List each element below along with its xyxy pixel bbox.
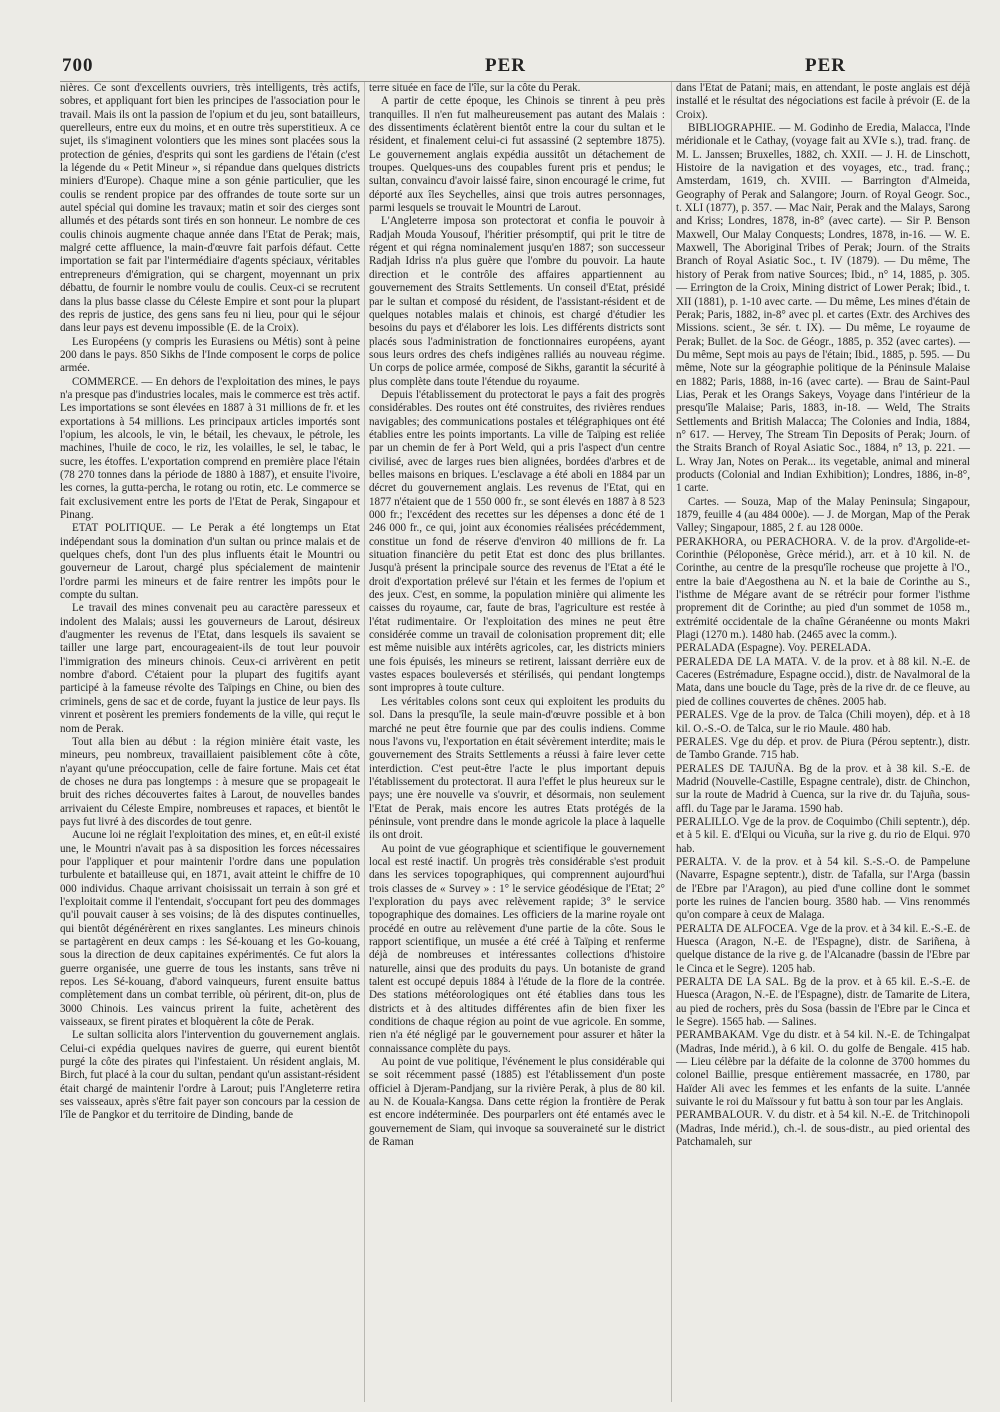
paragraph: Au point de vue géographique et scientifique le gouvernement local est resté inactif. Un progrès très considérable s'est produit dans les services topographiques, qui comprennent aujourd'hui trois classes de « Survey » : 1° le service géodésique de l'Etat; 2° l'exploration du pays avec relèvement rapide; 3° le service topographique des domaines. Les officiers de la marine royale ont procédé en outre au relèvement d'une partie de la côte. Sous le rapport scientifique, un musée a été créé à Taïping et renferme déjà de nombreuses et intéressantes collections d'histoire naturelle, ainsi que des produits du pays. Un botaniste de grand talent est occupé depuis 1884 à l'étude de la flore de la contrée. Des stations météorologiques ont été établies dans tous les districts et à des altitudes différentes afin de bien fixer les conditions de chaque région au point de vue agricole. En somme, rien n'a été négligé par le gouvernement pour assurer et hâter la connaissance complète du pays. xyxy=(369,842,665,1055)
dictionary-entry: PERALEDA DE LA MATA. V. de la prov. et à 88 kil. N.-E. de Caceres (Estrémadure, Espagne occid.), distr. de Navalmoral de la Mata, dans une boucle du Tage, près de la rive dr. de ce fleuve, au pied de collines couvertes de chênes. 2005 hab. xyxy=(676,655,970,708)
maps-list: Cartes. — Souza, Map of the Malay Peninsula; Singapour, 1879, feuille 4 (au 484 000e). — J. de Morgan, Map of the Perak Valley; Singapour, 1885, 2 f. au 128 000e. xyxy=(676,495,970,535)
paragraph: ETAT POLITIQUE. — Le Perak a été longtemps un Etat indépendant sous la domination d'un sultan ou prince malais et de quelques chefs, dont l'un des plus influents était le Mountri ou gouverneur de Larout, chargé plus spécialement de maintenir l'ordre parmi les mineurs et de faire rentrer les impôts pour le compte du sultan. xyxy=(60,522,360,602)
dictionary-entry: PERAMBALOUR. V. du distr. et à 54 kil. N.-E. de Tritchinopoli (Madras, Inde mérid.), ch.-l. de sous-distr., au pied oriental des Patchamaleh, sur xyxy=(676,1109,970,1149)
dictionary-entry: PERALTA DE LA SAL. Bg de la prov. et à 65 kil. E.-S.-E. de Huesca (Aragon, N.-E. de l'Espagne), distr. de Tamarite de Litera, au pied de rochers, près du Sosa (bassin de l'Ebre par le Cinca et le Segre). 1565 hab. — Salines. xyxy=(676,976,970,1029)
dictionary-entry: PERAKHORA, ou PERACHORA. V. de la prov. d'Argolide-et-Corinthie (Péloponèse, Grèce mérid.), arr. et à 10 kil. N. de Corinthe, au centre de la presqu'île rocheuse que projette à l'O., entre la baie d'Aegosthena au N. et la baie de Corinthe au S., l'isthme de Mégare avant de se rétrécir pour former l'isthme proprement dit de Corinthe; au pied d'un sommet de 1058 m., extrémité occidentale de la chaîne Géranéenne ou monts Makri Plagi (1270 m.). 1480 hab. (2465 avec la comm.). xyxy=(676,535,970,642)
paragraph: terre située en face de l'île, sur la côte du Perak. xyxy=(369,82,581,94)
running-header xyxy=(0,55,1000,83)
dictionary-entry: PERAMBAKAM. Vge du distr. et à 54 kil. N.-E. de Tchingalpat (Madras, Inde mérid.), à 6 kil. O. du golfe de Bengale. 415 hab. — Lieu célèbre par la défaite de la colonne de 3700 hommes du colonel Baillie, presque entièrement massacrée, en 1780, par Haïder Ali avec les femmes et les enfants de la suite. L'année suivante le roi du Maïssour y fut battu à son tour par les Anglais. xyxy=(676,1029,970,1109)
paragraph: Le travail des mines convenait peu au caractère paresseux et indolent des Malais; aussi les gouverneurs de Larout, désireux d'augmenter les revenus de l'Etat, dans lesquels ils savaient se tailler une large part, encourageaient-ils de tout leur pouvoir l'immigration des mineurs chinois. Ceux-ci arrivèrent en petit nombre d'abord. C'étaient pour la plupart des fugitifs ayant participé à la fameuse révolte des Taïpings en Chine, ou bien des criminels, gens de sac et de corde, fuyant la justice de leur pays. Ils vinrent et posèrent les premiers fondements de la ville, qui reçut le nom de Perak. xyxy=(60,602,360,735)
paragraph: A partir de cette époque, les Chinois se tinrent à peu près tranquilles. Il n'en fut malheureusement pas autant des Malais : des dissentiments éclatèrent bientôt entre la cour du sultan et le résident, et finalement celui-ci fut assassiné (2 septembre 1875). Le gouvernement anglais expédia aussitôt un détachement de troupes. Quelques-uns des coupables furent pris et pendus; le sultan, convaincu d'avoir laissé faire, sinon encouragé le crime, fut déporté aux îles Seychelles, ainsi que trois autres personnages, parmi lesquels se trouvait le Mountri de Larout. xyxy=(369,95,665,215)
running-head-right: PER xyxy=(805,55,846,76)
dictionary-entry: PERALTA. V. de la prov. et à 54 kil. S.-S.-O. de Pampelune (Navarre, Espagne septentr.), distr. de Tafalla, sur l'Arga (bassin de l'Ebre par l'Aragon), au pied d'une colline dont le sommet porte les ruines de l'ancien bourg. 3580 hab. — Vins renommés qu'on compare à ceux de Malaga. xyxy=(676,855,970,922)
dictionary-entry: PERALES. Vge du dép. et prov. de Piura (Pérou septentr.), distr. de Tambo Grande. 715 hab. xyxy=(676,735,970,762)
paragraph: Les Européens (y compris les Eurasiens ou Métis) sont à peine 200 dans le pays. 850 Sikhs de l'Inde composent le corps de police armée. xyxy=(60,335,360,375)
paragraph: Les véritables colons sont ceux qui exploitent les produits du sol. Dans la presqu'île, la seule main-d'œuvre possible et à bon marché ne peut être fournie que par des coulis indiens. Comme nous l'avons vu, l'exportation en était sévèrement interdite; mais le gouvernement des Straits Settlements a réussi à faire lever cette interdiction. C'est peut-être l'acte le plus important depuis l'établissement du protectorat. Il aura l'effet le plus heureux sur le pays; une ère nouvelle va s'ouvrir, et désormais, non seulement l'Etat de Perak, mais encore les autres Etats protégés de la péninsule, vont prendre dans le monde agricole la place à laquelle ils ont droit. xyxy=(369,695,665,842)
dictionary-entry: PERALES DE TAJUÑA. Bg de la prov. et à 38 kil. S.-E. de Madrid (Nouvelle-Castille, Espagne centrale), distr. de Chinchon, sur la route de Madrid à Cuenca, sur la rive dr. du Tajuña, sous-affl. du Tage par le Jarama. 1590 hab. xyxy=(676,762,970,815)
paragraph: Aucune loi ne réglait l'exploitation des mines, et, en eût-il existé une, le Mountri n'avait pas à sa disposition les forces nécessaires pour l'appliquer et pour maintenir l'ordre dans une population turbulente et batailleuse qui, en 1871, avait atteint le chiffre de 10 000 individus. Chaque arrivant choisissait un terrain à son gré et l'exploitait comme il l'entendait, s'occupant fort peu des dommages qu'il pouvait causer à ses voisins; de là des disputes continuelles, qui bientôt dégénérèrent en rixes sanglantes. Les mineurs chinois se partagèrent en deux camps : les Sé-kouang et les Go-kouang, sous la direction de deux capitaines expérimentés. Ce fut alors la guerre organisée, une guerre de tous les instants, sans trêve ni repos. Les Sé-kouang, d'abord vainqueurs, furent ensuite battus complètement dans un combat terrible, où périrent, dit-on, plus de 3000 Chinois. Les vaincus prirent la fuite, achetèrent des vaisseaux, se firent pirates et bloquèrent la côte de Perak. xyxy=(60,829,360,1029)
page-number: 700 xyxy=(62,55,94,76)
paragraph: Depuis l'établissement du protectorat le pays a fait des progrès considérables. Des routes ont été construites, des rivières rendues navigables; des communications postales et télégraphiques ont été établies entre les points importants. La ville de Taïping est reliée par un chemin de fer à Port Weld, qui a pris l'aspect d'un centre civilisé, avec de larges rues bien alignées, bordées d'arbres et de belles maisons en briques. L'esclavage a été aboli en 1884 par un décret du gouvernement anglais. Les revenus de l'Etat, qui en 1877 n'étaient que de 1 550 000 fr., se sont élevés en 1887 à 8 523 000 fr.; l'excédent des recettes sur les dépenses a donc été de 1 246 000 fr., ce qui, joint aux économies réalisées précédemment, constitue un fond de réserve d'environ 40 millions de fr. La situation financière du petit Etat est donc des plus brillantes. Jusqu'à présent la principale source des revenus de l'Etat a été le droit d'exportation prélevé sur l'étain et les fermes de l'opium et des jeux. C'est, en somme, la population minière qui alimente les caisses du royaume, car, faute de bras, l'agriculture est restée à l'état rudimentaire. Or l'exploitation des mines ne peut être considérée comme un travail de colonisation proprement dit; elle est même nuisible aux intérêts agricoles, car, les districts miniers une fois épuisés, les mineurs se retirent, laissant derrière eux de vastes espaces bouleversés et stérilisés, qui pendant longtemps sont impropres à toute culture. xyxy=(369,388,665,695)
text-column-left xyxy=(60,82,360,1402)
paragraph: Tout alla bien au début : la région minière était vaste, les mineurs, peu nombreux, travaillaient paisiblement côte à côte, n'ayant qu'une préoccupation, celle de faire fortune. Mais cet état de choses ne dura pas longtemps : à mesure que se propageait le bruit des riches découvertes faites à Larout, de nouvelles bandes arrivaient du Céleste Empire, nombreuses et rapaces, et bientôt le pays fut livré à des discordes de tout genre. xyxy=(60,735,360,828)
running-head-center: PER xyxy=(485,55,526,76)
text-column-center xyxy=(369,82,665,1402)
paragraph: Le sultan sollicita alors l'intervention du gouvernement anglais. Celui-ci expédia quelques navires de guerre, qui eurent bientôt purgé la côte des pirates qui l'infestaient. Un résident anglais, M. Birch, fut placé à la cour du sultan, pendant qu'un assistant-résident était chargé de maintenir l'ordre à Larout; puis l'Angleterre retira ses vaisseaux, après s'être fait payer son concours par la cession de l'île de Pangkor et du territoire de Dinding, bande de xyxy=(60,1029,360,1122)
paragraph: Au point de vue politique, l'événement le plus considérable qui se soit récemment passé (1885) est l'établissement d'un poste officiel à Djeram-Pandjang, sur la rivière Perak, à plus de 80 kil. au N. de Kouala-Kangsa. Dans cette région la frontière de Perak est encore indéterminée. Des pourparlers ont été entamés avec le gouvernement de Siam, qui invoque sa souveraineté sur le district de Raman xyxy=(369,1056,665,1149)
paragraph: L'Angleterre imposa son protectorat et confia le pouvoir à Radjah Mouda Yousouf, l'héritier présomptif, qui prit le titre de régent et qui régna nominalement jusqu'en 1887; son successeur Radjah Idriss n'a plus guère que l'ombre du pouvoir. La haute direction et le contrôle des affaires appartiennent au gouvernement des Straits Settlements. Un conseil d'Etat, présidé par le sultan et composé du résident, de l'assistant-résident et de quelques notables malais et chinois, est chargé d'étudier les besoins du pays et d'élaborer les lois. Les différents districts sont placés sous l'administration de fonctionnaires européens, ayant sous leurs ordres des chefs indigènes ralliés au nouveau régime. Un corps de police armée, composé de Sikhs, garantit la sécurité à plus complète dans toute l'étendue du royaume. xyxy=(369,215,665,388)
dictionary-entry: PERALES. Vge de la prov. de Talca (Chili moyen), dép. et à 18 kil. O.-S.-O. de Talca, sur le rio Maule. 480 hab. xyxy=(676,709,970,735)
dictionary-entry: PERALTA DE ALFOCEA. Vge de la prov. et à 34 kil. E.-S.-E. de Huesca (Aragon, N.-E. de l'Espagne), distr. de Sariñena, à quelque distance de la rive g. de l'Alcanadre (bassin de l'Ebre par le Cinca et le Segre). 1205 hab. xyxy=(676,922,970,975)
paragraph: COMMERCE. — En dehors de l'exploitation des mines, le pays n'a presque pas d'industries locales, mais le commerce est très actif. Les importations se sont élevées en 1887 à 31 millions de fr. et les exportations à 54 millions. Les principaux articles importés sont l'opium, les alcools, le vin, le bétail, les chevaux, le pétrole, les machines, l'huile de coco, le riz, les volailles, le sel, le tabac, le sucre, les étoffes. L'exportation comprend en première place l'étain (78 270 tonnes dans la période de 1880 à 1887), et ensuite l'ivoire, les cornes, la gutta-percha, le rotang ou rotin, etc. Le commerce se fait exclusivement entre les ports de l'Etat de Perak, Singapour et Pinang. xyxy=(60,375,360,521)
text-column-right xyxy=(676,82,970,1402)
paragraph: nières. Ce sont d'excellents ouvriers, très intelligents, très actifs, sobres, et appliquant fort bien les principes de l'association pour le travail. Mais ils ont la passion de l'opium et du jeu, sont batailleurs, querelleurs, entre eux du moins, et en outre très superstitieux. A ce sujet, ils s'imaginent volontiers que les mines sont placées sous la protection de génies, d'esprits qui sont les gardiens de l'étain (c'est la légende du « Petit Mineur », si répandue dans quelques districts miniers d'Europe). Chaque mine a son génie particulier, que les coulis se rendent propice par des offrandes de toute sorte sur un autel spécial qui domine les travaux; matin et soir des cierges sont allumés et des pétards sont tirés en son honneur. Le nombre de ces coulis chinois augmente chaque année dans l'Etat de Perak; mais, malgré cette affluence, la main-d'œuvre fait parfois défaut. Cette importation se fait par l'intermédiaire d'agents spéciaux, véritables entrepreneurs d'émigration, qui se chargent, moyennant un prix débattu, de fournir le nombre voulu de coulis. Ceux-ci se recrutent dans la plus basse classe du Céleste Empire et sont pour la plupart des repris de justice, des gens sans feu ni lieu, pour qui le séjour dans leur pays est devenu impossible (E. de la Croix). xyxy=(60,82,360,335)
dictionary-entry: PERALADA (Espagne). Voy. PERELADA. xyxy=(676,642,871,655)
column-divider xyxy=(671,82,672,1402)
paragraph: dans l'Etat de Patani; mais, en attendant, le poste anglais est déjà installé et le résultat des négociations est facile à prévoir (E. de la Croix). xyxy=(676,82,970,121)
dictionary-entry: PERALILLO. Vge de la prov. de Coquimbo (Chili septentr.), dép. et à 5 kil. E. d'Elqui ou Vicuña, sur la rive g. du rio de Elqui. 970 hab. xyxy=(676,815,970,855)
bibliography: BIBLIOGRAPHIE. — M. Godinho de Eredia, Malacca, l'Inde méridionale et le Cathay, (voyage fait au XVIe s.), trad. franç. de M. L. Janssen; Bruxelles, 1882, ch. XXII. — J. H. de Linschott, Histoire de la navigation et des voyages, etc., trad. franç.; Amsterdam, 1619, ch. XVIII. — Barrington d'Almeida, Geography of Perak and Salangore; Journ. of Royal Geogr. Soc., t. XLI (1877), p. 357. — Mac Nair, Perak and the Malays, Sarong and Kriss; Londres, 1878, in-8° (avec carte). — Sir P. Benson Maxwell, Our Malay Conquests; Londres, 1878, in-16. — W. E. Maxwell, The Aboriginal Tribes of Perak; Journ. of the Straits Branch of Royal Asiatic Soc., t. IV (1879). — Du même, The history of Perak from native Sources; Ibid., n° 14, 1885, p. 305. — Errington de la Croix, Mining district of Lower Perak; Ibid., t. XII (1881), p. 1-10 avec carte. — Du même, Les mines d'étain de Perak; Paris, 1882, in-8° avec pl. et cartes (Extr. des Archives des Missions. scient., 3e sér. t. IX). — Du même, Le royaume de Perak; Bullet. de la Soc. de Géogr., 1885, p. 352 (avec cartes). — Du même, Sept mois au pays de l'étain; Ibid., 1885, p. 595. — Du même, Note sur la géographie politique de la Péninsule Malaise en 1882; Paris, 1888, in-16 (avec carte). — Brau de Saint-Paul Lias, Perak et les Orangs Sakeys, Voyage dans l'intérieur de la presqu'île Malaise; Paris, 1883, in-18. — Weld, The Straits Settlements and British Malacca; The Colonies and India, 1884, n° 617. — Hervey, The Stream Tin Deposits of Perak; Journ. of the Straits Branch of Royal Asiatic Soc., 1884, n° 13, p. 221. — L. Wray Jan, Notes on Perak... its vegetable, animal and mineral products (Colonial and Indian Exhibition); Londres, 1886, in-8°, 1 carte. xyxy=(676,122,970,495)
column-divider xyxy=(364,82,365,1402)
